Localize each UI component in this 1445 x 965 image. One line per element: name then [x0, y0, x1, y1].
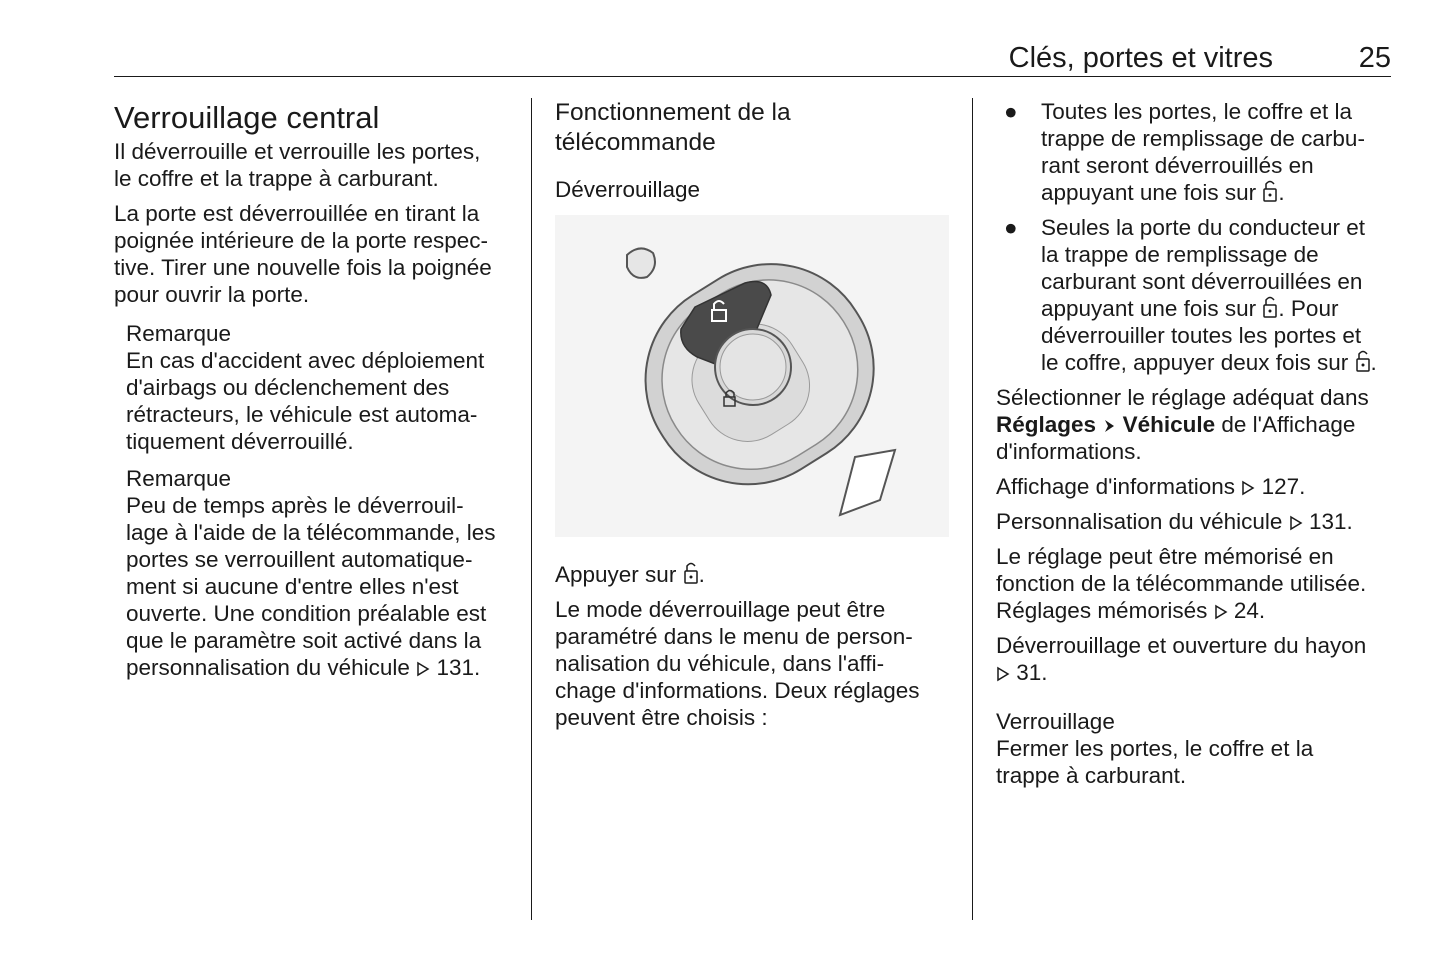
unlock-button-icon — [1262, 295, 1278, 319]
bullet-dot-icon: ● — [1004, 99, 1018, 124]
note-title: Remarque — [126, 321, 232, 346]
paragraph-locking: Fermer les portes, le coffre et la trappe à carburant. — [996, 736, 1314, 788]
bullet-all-doors: ● Toutes les portes, le coffre et la trappe de remplissage de carbu- rant seront déverrouillés en appuyant une fois sur . — [1004, 99, 1365, 205]
note-accident — [126, 320, 514, 455]
column-3 — [996, 98, 1396, 797]
subheading-unlocking: Déverrouillage — [555, 177, 701, 202]
paragraph-memorized-settings: Le réglage peut être mémorisé en fonction de la télécommande utilisée. Réglages mémorisés 24. — [996, 544, 1367, 623]
page-reference[interactable]: 31. — [1016, 660, 1048, 685]
page-reference[interactable]: 127. — [1261, 474, 1306, 499]
paragraph-door-handle: La porte est déverrouillée en tirant la poignée intérieure de la porte respec- tive. Tirer une nouvelle fois la poignée pour ouvrir la porte. — [114, 201, 492, 307]
paragraph-press-unlock: Appuyer sur . — [555, 562, 705, 587]
page-reference-arrow-icon — [416, 660, 430, 678]
page-reference[interactable]: 131. — [436, 655, 481, 680]
note-title: Remarque — [126, 466, 232, 491]
column-divider-2 — [972, 98, 973, 920]
column-1 — [114, 98, 514, 689]
reference-info-display: Affichage d'informations 127. — [996, 474, 1306, 499]
bullet-driver-door: ● Seules la porte du conducteur et la trappe de remplissage de carburant sont déverrouillées en appuyant une fois sur . Pour déverrouiller toutes les portes et le coffre, appuyer deux fois sur . — [1004, 215, 1377, 375]
paragraph-intro: Il déverrouille et verrouille les portes, le coffre et la trappe à carburant. — [114, 139, 481, 191]
subheading-locking: Verrouillage — [996, 709, 1115, 734]
page-reference-arrow-icon — [1289, 514, 1303, 532]
note-text: En cas d'accident avec déploiement d'airbags ou déclenchement des rétracteurs, le véhicule est automa- tiquement déverrouillé. — [126, 348, 485, 454]
unlock-button-icon — [1262, 179, 1278, 203]
heading-central-locking: Verrouillage central — [114, 100, 380, 135]
page-header — [114, 40, 1391, 77]
reference-tailgate: Déverrouillage et ouverture du hayon 31. — [996, 633, 1367, 685]
menu-arrow-icon — [1102, 417, 1116, 435]
menu-path-vehicle: Véhicule — [1122, 412, 1216, 437]
paragraph-unlock-mode: Le mode déverrouillage peut être paramétré dans le menu de person- nalisation du véhicule, dans l'affi- chage d'informations. Deux réglages peuvent être choisis : — [555, 597, 920, 730]
section-title: Clés, portes et vitres — [1008, 42, 1273, 74]
page-reference-arrow-icon — [996, 665, 1010, 683]
menu-path-settings: Réglages — [996, 412, 1097, 437]
page-reference[interactable]: 131. — [1308, 509, 1353, 534]
page-reference-arrow-icon — [1214, 603, 1228, 621]
note-text: Peu de temps après le déverrouil- lage à l'aide de la télécommande, les portes se verrouillent automatique- ment si aucune d'entre elles n'est ouverte. Une condition préalable est que le paramètre soit activé dans la personnalisation du véhicule 131. — [126, 493, 496, 680]
remote-key-illustration — [555, 215, 949, 537]
unlock-button-icon — [1355, 349, 1371, 373]
page-reference-arrow-icon — [1241, 479, 1255, 497]
reference-vehicle-personalization: Personnalisation du véhicule 131. — [996, 509, 1353, 534]
paragraph-settings: Sélectionner le réglage adéquat dans Réglages Véhicule de l'Affichage d'informations. — [996, 385, 1369, 464]
page-number: 25 — [1358, 42, 1391, 74]
heading-remote-control: Fonctionnement de la télécommande — [555, 99, 791, 156]
bullet-dot-icon: ● — [1004, 215, 1018, 240]
unlock-button-icon — [683, 561, 699, 585]
column-2 — [555, 98, 955, 739]
page-reference[interactable]: 24. — [1233, 598, 1266, 623]
column-divider-1 — [531, 98, 532, 920]
note-auto-relock — [126, 465, 514, 681]
